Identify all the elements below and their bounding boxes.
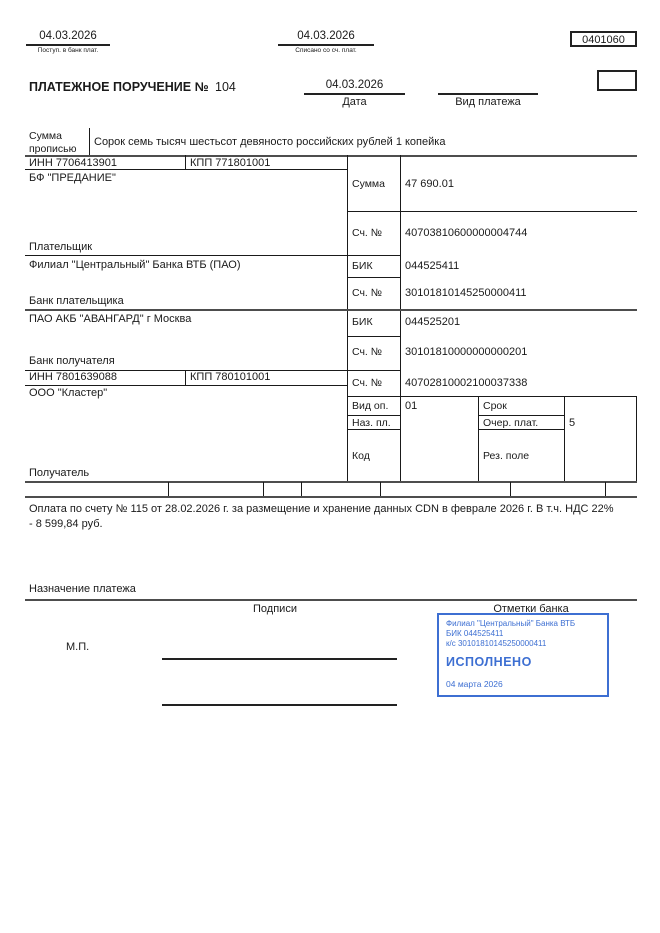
grid-line [564, 396, 565, 482]
payer-inn: ИНН 7706413901 [29, 157, 118, 169]
grid-line [25, 481, 637, 483]
code-label: Код [352, 450, 370, 462]
grid-line [25, 385, 347, 386]
doc-date-underline [304, 93, 405, 95]
doc-title: ПЛАТЕЖНОЕ ПОРУЧЕНИЕ № [29, 80, 209, 94]
stamp-corr-account: к/с 30101810145250000411 [446, 639, 547, 648]
form-code-box [570, 31, 637, 47]
purpose-line-1: Оплата по счету № 115 от 28.02.2026 г. за размещение и хранение данных CDN в феврале 2026 г. В т.ч. НДС 22% [29, 503, 614, 515]
grid-line [347, 211, 637, 212]
payee-account: 40702810002100037338 [405, 377, 528, 389]
bank-marks-label: Отметки банка [493, 603, 569, 615]
amount-words-text: Сорок семь тысяч шестьсот девяносто российских рублей 1 копейка [94, 136, 446, 148]
debited-date: 04.03.2026 [297, 30, 355, 42]
signatures-label: Подписи [253, 603, 297, 615]
payee-name: ООО "Кластер" [29, 387, 108, 399]
payee-inn: ИНН 7801639088 [29, 371, 118, 383]
payee-kpp: КПП 780101001 [190, 371, 271, 383]
grid-line [25, 496, 637, 498]
grid-line [185, 370, 186, 385]
payment-kind-box [597, 70, 637, 91]
doc-date: 04.03.2026 [325, 79, 384, 91]
payee-label: Получатель [29, 467, 90, 479]
grid-line [301, 482, 302, 496]
stamp-bik: БИК 044525411 [446, 629, 504, 638]
signature-line-1 [162, 658, 397, 660]
payer-bank-bik: 044525411 [405, 260, 460, 272]
stamp-date: 04 марта 2026 [446, 679, 503, 689]
grid-line [347, 155, 348, 482]
received-date-underline [26, 44, 110, 46]
term-label: Срок [483, 400, 507, 412]
amount-label: Сумма [352, 178, 385, 190]
payer-bank-label: Банк плательщика [29, 295, 124, 307]
stamp-bank-name: Филиал "Центральный" Банка ВТБ [446, 619, 576, 628]
payer-bank-name: Филиал "Центральный" Банка ВТБ (ПАО) [29, 259, 241, 271]
grid-line [168, 482, 169, 496]
grid-line [347, 429, 400, 430]
received-date: 04.03.2026 [39, 30, 97, 42]
payer-account-label: Сч. № [352, 227, 383, 239]
op-type-label: Вид оп. [352, 400, 389, 412]
grid-line [636, 396, 637, 482]
grid-line [263, 482, 264, 496]
grid-line [478, 415, 564, 416]
grid-line [25, 599, 637, 601]
payee-bank-account: 30101810000000000201 [405, 346, 528, 358]
grid-line [400, 155, 401, 482]
payee-bank-bik: 044525201 [405, 316, 461, 328]
payer-bank-bik-label: БИК [352, 260, 373, 272]
payer-label: Плательщик [29, 241, 93, 253]
grid-line [25, 309, 637, 311]
payee-account-label: Сч. № [352, 377, 383, 389]
grid-line [25, 255, 400, 256]
amount-words-label: Сумма прописью [29, 130, 77, 155]
purpose-label: Назначение платежа [29, 583, 136, 595]
payment-kind-underline [438, 93, 538, 95]
payer-bank-account-label: Сч. № [352, 287, 383, 299]
grid-line [478, 396, 479, 482]
purpose-line-2: - 8 599,84 руб. [29, 518, 103, 530]
grid-line [510, 482, 511, 496]
grid-line [347, 336, 400, 337]
payee-bank-bik-label: БИК [352, 316, 373, 328]
doc-number: 104 [215, 80, 236, 94]
received-date-label: Поступ. в банк плат. [37, 47, 99, 54]
grid-line [347, 396, 637, 397]
grid-line [347, 277, 400, 278]
payer-bank-account: 30101810145250000411 [405, 287, 527, 299]
grid-line [347, 415, 400, 416]
payer-kpp: КПП 771801001 [190, 157, 271, 169]
signature-line-2 [162, 704, 397, 706]
debited-date-underline [278, 44, 374, 46]
queue-label: Очер. плат. [483, 417, 539, 429]
payee-bank-account-label: Сч. № [352, 346, 383, 358]
payment-kind-label: Вид платежа [455, 96, 521, 108]
doc-date-label: Дата [342, 96, 367, 108]
grid-line [605, 482, 606, 496]
grid-line [478, 429, 564, 430]
payee-bank-name: ПАО АКБ "АВАНГАРД" г Москва [29, 313, 192, 325]
queue-value: 5 [569, 417, 576, 429]
nazpl-label: Наз. пл. [352, 417, 391, 429]
grid-line [380, 482, 381, 496]
debited-date-label: Списано со сч. плат. [295, 47, 357, 54]
amount-value: 47 690.01 [405, 178, 454, 190]
op-type-value: 01 [405, 400, 418, 412]
form-code: 0401060 [582, 34, 625, 46]
grid-line [185, 155, 186, 169]
payer-account: 40703810600000004744 [405, 227, 528, 239]
grid-line [25, 169, 347, 170]
payer-name: БФ "ПРЕДАНИЕ" [29, 172, 116, 184]
mp-label: М.П. [66, 641, 90, 653]
payee-bank-label: Банк получателя [29, 355, 115, 367]
stamp-status: ИСПОЛНЕНО [446, 655, 532, 669]
bank-stamp [437, 613, 609, 697]
reserve-field-label: Рез. поле [483, 450, 530, 462]
grid-line [89, 128, 90, 155]
